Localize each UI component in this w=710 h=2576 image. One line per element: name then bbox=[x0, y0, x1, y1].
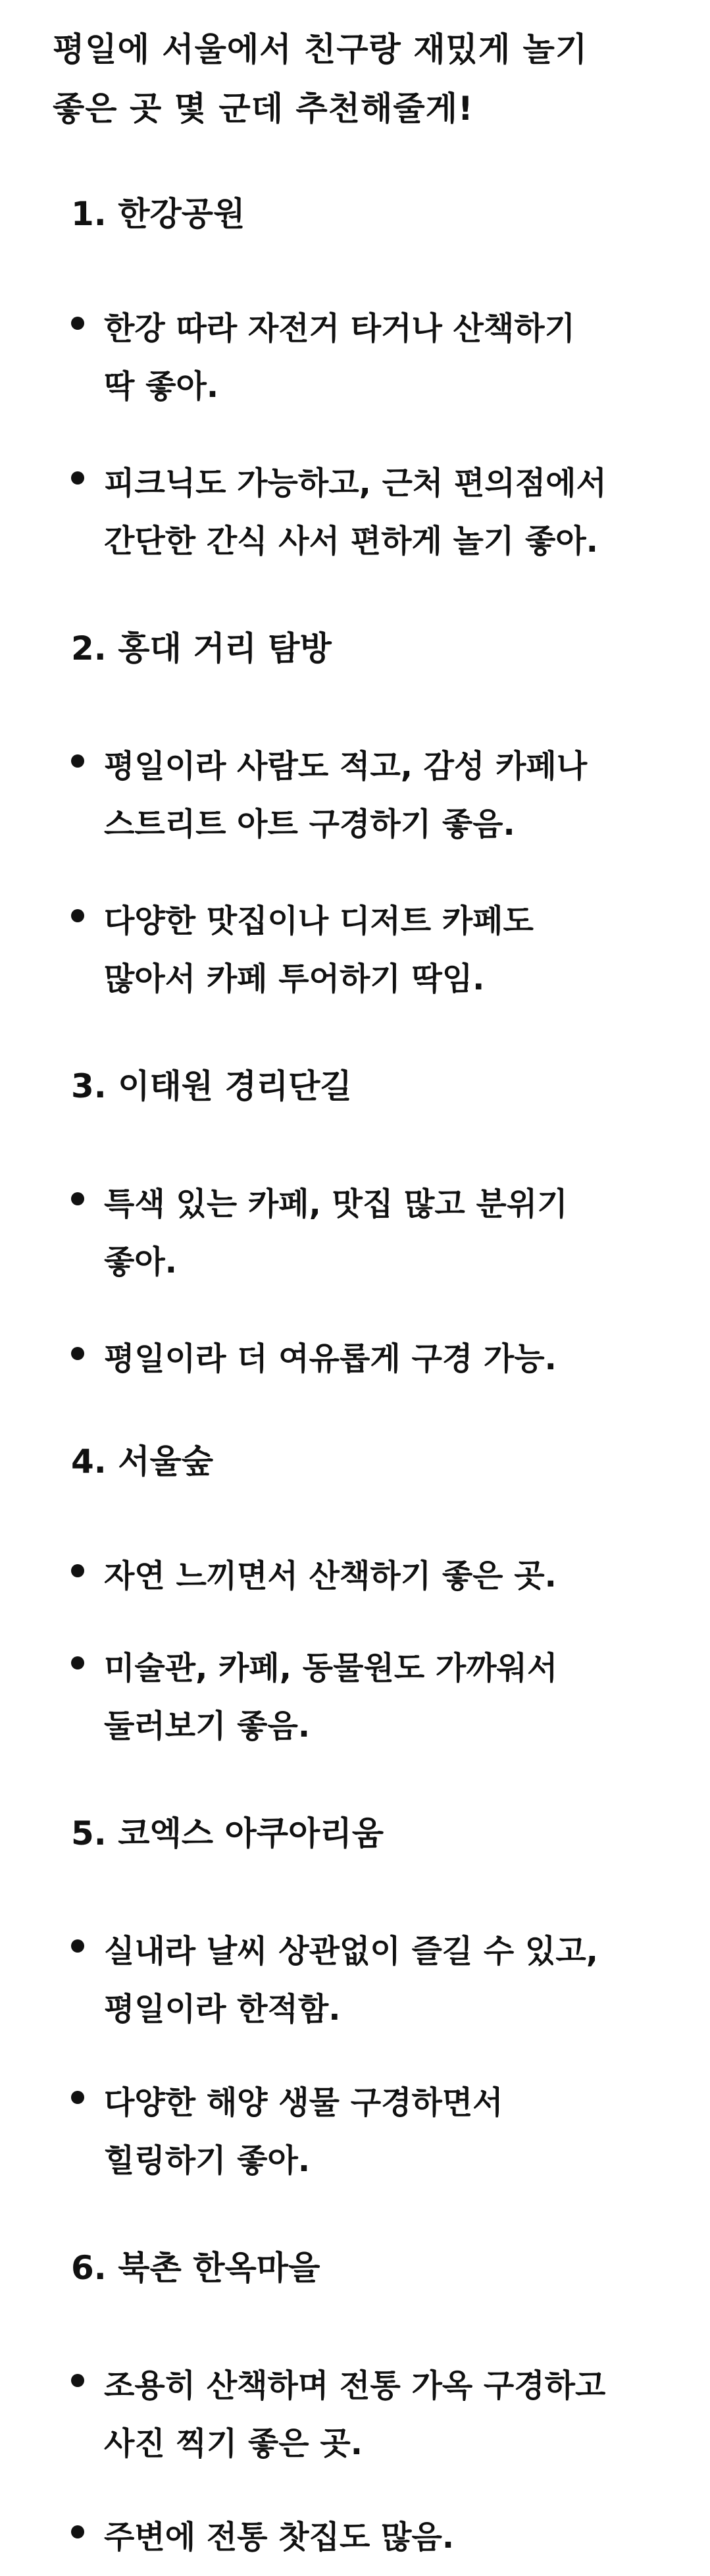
bullet-dot bbox=[71, 317, 84, 330]
section-title: 4. 서울숲 bbox=[71, 1442, 214, 1481]
section-title: 2. 홍대 거리 탐방 bbox=[71, 629, 332, 668]
bullet-dot bbox=[71, 909, 84, 922]
section-title: 3. 이태원 경리단길 bbox=[71, 1067, 352, 1105]
list-item-line: 힐링하기 좋아. bbox=[104, 2142, 311, 2179]
bullet-dot bbox=[71, 2374, 84, 2387]
bullet-dot bbox=[71, 1347, 84, 1360]
list-item-text bbox=[104, 737, 696, 853]
bullet-dot bbox=[71, 1939, 84, 1953]
bullet-dot bbox=[71, 1564, 84, 1577]
intro-paragraph bbox=[53, 20, 684, 138]
list-item-line: 간단한 간식 사서 편하게 놀기 좋아. bbox=[104, 523, 598, 560]
bullet-dot bbox=[71, 2091, 84, 2104]
list-item-text bbox=[104, 1547, 696, 1605]
list-item-line: 조용히 산책하며 전통 가옥 구경하고 bbox=[104, 2367, 606, 2404]
list-item-text bbox=[104, 300, 696, 415]
bullet-dot bbox=[71, 2525, 84, 2538]
list-item-line: 사진 찍기 좋은 곳. bbox=[104, 2425, 363, 2462]
list-item-line: 평일이라 더 여유롭게 구경 가능. bbox=[104, 1340, 557, 1377]
list-item-line: 피크닉도 가능하고, 근처 편의점에서 bbox=[104, 465, 607, 502]
intro-line: 평일에 서울에서 친구랑 재밌게 놀기 bbox=[53, 30, 588, 68]
list-item-line: 미술관, 카페, 동물원도 가까워서 bbox=[104, 1650, 558, 1687]
list-item-text bbox=[104, 1922, 696, 2038]
list-item-text bbox=[104, 1175, 696, 1291]
section-title: 5. 코엑스 아쿠아리움 bbox=[71, 1814, 384, 1853]
list-item-text bbox=[104, 1639, 696, 1755]
list-item-text bbox=[104, 1330, 696, 1388]
list-item-line: 평일이라 사람도 적고, 감성 카페나 bbox=[104, 748, 588, 785]
list-item-line: 한강 따라 자전거 타거나 산책하기 bbox=[104, 310, 575, 347]
list-item-text bbox=[104, 454, 696, 570]
list-item-line: 자연 느끼면서 산책하기 좋은 곳. bbox=[104, 1558, 557, 1594]
list-item-line: 평일이라 한적함. bbox=[104, 1991, 341, 2028]
list-item-line: 둘러보기 좋음. bbox=[104, 1708, 311, 1745]
list-item-line: 다양한 맛집이나 디저트 카페도 bbox=[104, 903, 534, 939]
list-item-line: 많아서 카페 투어하기 딱임. bbox=[104, 960, 485, 997]
list-item-line: 딱 좋아. bbox=[104, 368, 219, 405]
bullet-dot bbox=[71, 754, 84, 768]
list-item-text bbox=[104, 2508, 696, 2566]
list-item-text bbox=[104, 2357, 696, 2473]
list-item-line: 실내라 날씨 상관없이 즐길 수 있고, bbox=[104, 1933, 598, 1970]
list-item-line: 특색 있는 카페, 맛집 많고 분위기 bbox=[104, 1186, 568, 1222]
list-item-text bbox=[104, 892, 696, 1008]
list-item-line: 스트리트 아트 구경하기 좋음. bbox=[104, 806, 515, 843]
bullet-dot bbox=[71, 471, 84, 485]
section-title: 1. 한강공원 bbox=[71, 195, 245, 233]
bullet-dot bbox=[71, 1192, 84, 1205]
section-title: 6. 북촌 한옥마을 bbox=[71, 2249, 320, 2287]
list-item-text bbox=[104, 2074, 696, 2190]
list-item-line: 좋아. bbox=[104, 1244, 177, 1280]
bullet-dot bbox=[71, 1656, 84, 1669]
list-item-line: 다양한 해양 생물 구경하면서 bbox=[104, 2084, 503, 2121]
intro-line: 좋은 곳 몇 군데 추천해줄게! bbox=[53, 90, 474, 128]
list-item-line: 주변에 전통 찻집도 많음. bbox=[104, 2519, 455, 2556]
